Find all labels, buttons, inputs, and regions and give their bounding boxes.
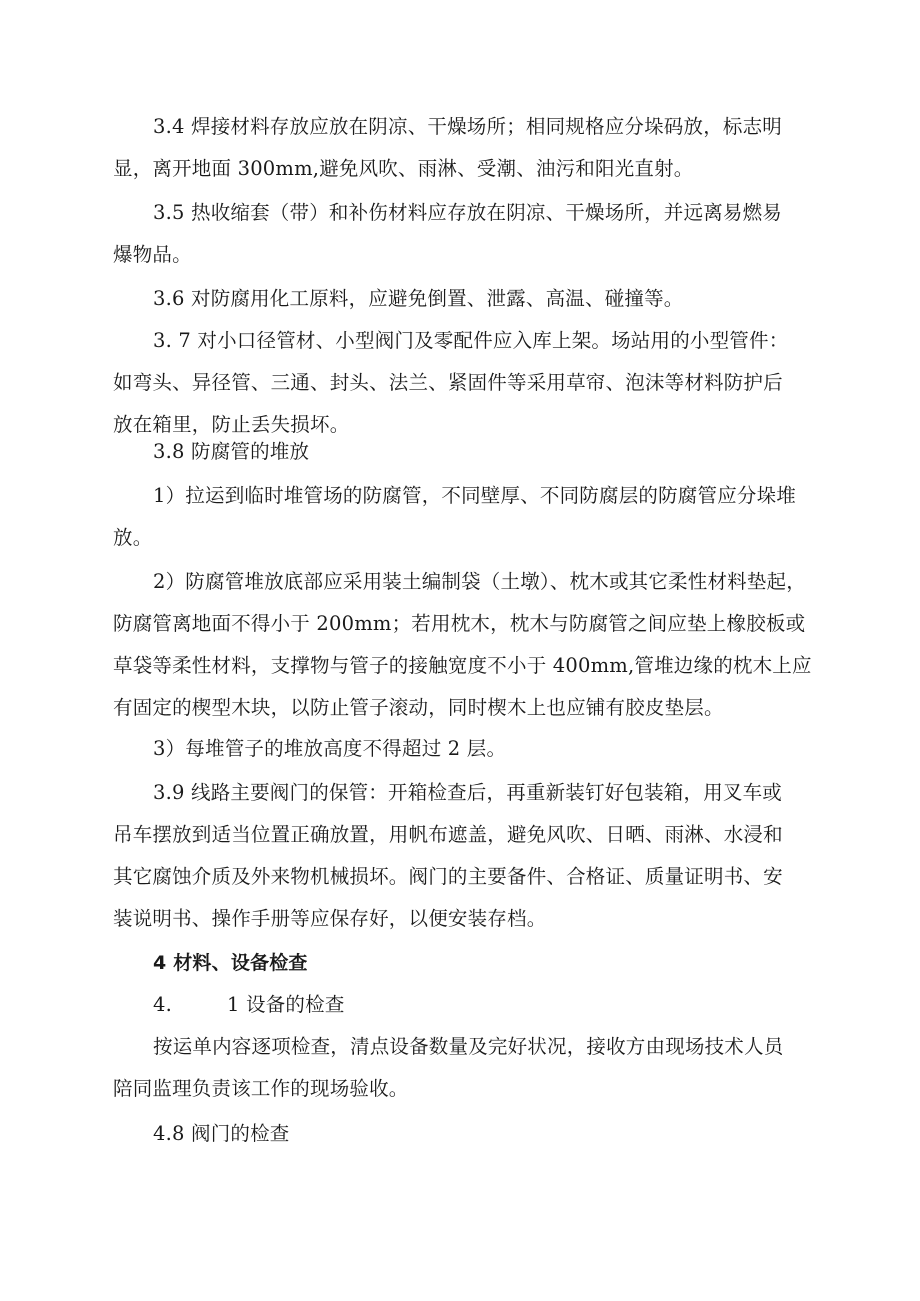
paragraph-3-7 <box>113 320 815 446</box>
text-line: 放。 <box>113 526 153 549</box>
section-title: 1 设备的检查 <box>227 993 345 1016</box>
text-line: 3.4 焊接材料存放应放在阴凉、干燥场所；相同规格应分垛码放，标志明 <box>153 115 783 138</box>
paragraph-4-8 <box>113 1113 815 1155</box>
paragraph-3-4 <box>113 106 815 190</box>
paragraph-3-8 <box>113 431 815 473</box>
text-line: 3.9 线路主要阀门的保管：开箱检查后，再重新装钉好包装箱，用叉车或 <box>153 781 783 804</box>
list-item-1 <box>113 475 815 559</box>
heading-text: 4 材料、设备检查 <box>153 952 308 974</box>
paragraph-4-1 <box>113 984 815 1026</box>
text-line: 1）拉运到临时堆管场的防腐管，不同壁厚、不同防腐层的防腐管应分垛堆 <box>153 484 797 507</box>
text-line: 吊车摆放到适当位置正确放置，用帆布遮盖，避免风吹、日晒、雨淋、水浸和 <box>113 823 783 846</box>
text-line: 2）防腐管堆放底部应采用装土编制袋（土墩）、枕木或其它柔性材料垫起， <box>153 570 806 593</box>
paragraph-4-1-body <box>113 1026 815 1110</box>
text-line: 放在箱里，防止丢失损坏。 <box>113 413 350 436</box>
text-line <box>113 984 815 1026</box>
text-line: 3.8 防腐管的堆放 <box>153 440 310 463</box>
text-line: 3）每堆管子的堆放高度不得超过 2 层。 <box>153 737 507 760</box>
list-item-2 <box>113 561 815 729</box>
text-line: 按运单内容逐项检查，清点设备数量及完好状况，接收方由现场技术人员 <box>153 1035 784 1058</box>
section-number: 4. <box>153 993 173 1016</box>
text-line: 如弯头、异径管、三通、封头、法兰、紧固件等采用草帘、泡沫等材料防护后 <box>113 371 783 394</box>
text-line: 爆物品。 <box>113 243 192 266</box>
text-line: 陪同监理负责该工作的现场验收。 <box>113 1077 409 1100</box>
text-line: 3.5 热收缩套（带）和补伤材料应存放在阴凉、干燥场所，并远离易燃易 <box>153 201 783 224</box>
text-line: 有固定的楔型木块，以防止管子滚动，同时楔木上也应铺有胶皮垫层。 <box>113 696 724 719</box>
text-line: 装说明书、操作手册等应保存好，以便安装存档。 <box>113 907 547 930</box>
text-line: 草袋等柔性材料，支撑物与管子的接触宽度不小于 400mm,管堆边缘的枕木上应 <box>113 654 812 677</box>
paragraph-3-9 <box>113 772 815 940</box>
text-line: 4.8 阀门的检查 <box>153 1122 290 1145</box>
section-4-heading <box>113 942 815 984</box>
text-line: 其它腐蚀介质及外来物机械损坏。阀门的主要备件、合格证、质量证明书、安 <box>113 865 783 888</box>
text-line: 显，离开地面 300mm,避免风吹、雨淋、受潮、油污和阳光直射。 <box>113 157 694 180</box>
text-line: 3.6 对防腐用化工原料，应避免倒置、泄露、高温、碰撞等。 <box>153 287 684 310</box>
text-line: 3. 7 对小口径管材、小型阀门及零配件应入库上架。场站用的小型管件： <box>153 329 789 352</box>
text-line: 防腐管离地面不得小于 200mm；若用枕木，枕木与防腐管之间应垫上橡胶板或 <box>113 612 806 635</box>
paragraph-3-5 <box>113 192 815 276</box>
list-item-3 <box>113 728 815 770</box>
paragraph-3-6 <box>113 278 815 320</box>
